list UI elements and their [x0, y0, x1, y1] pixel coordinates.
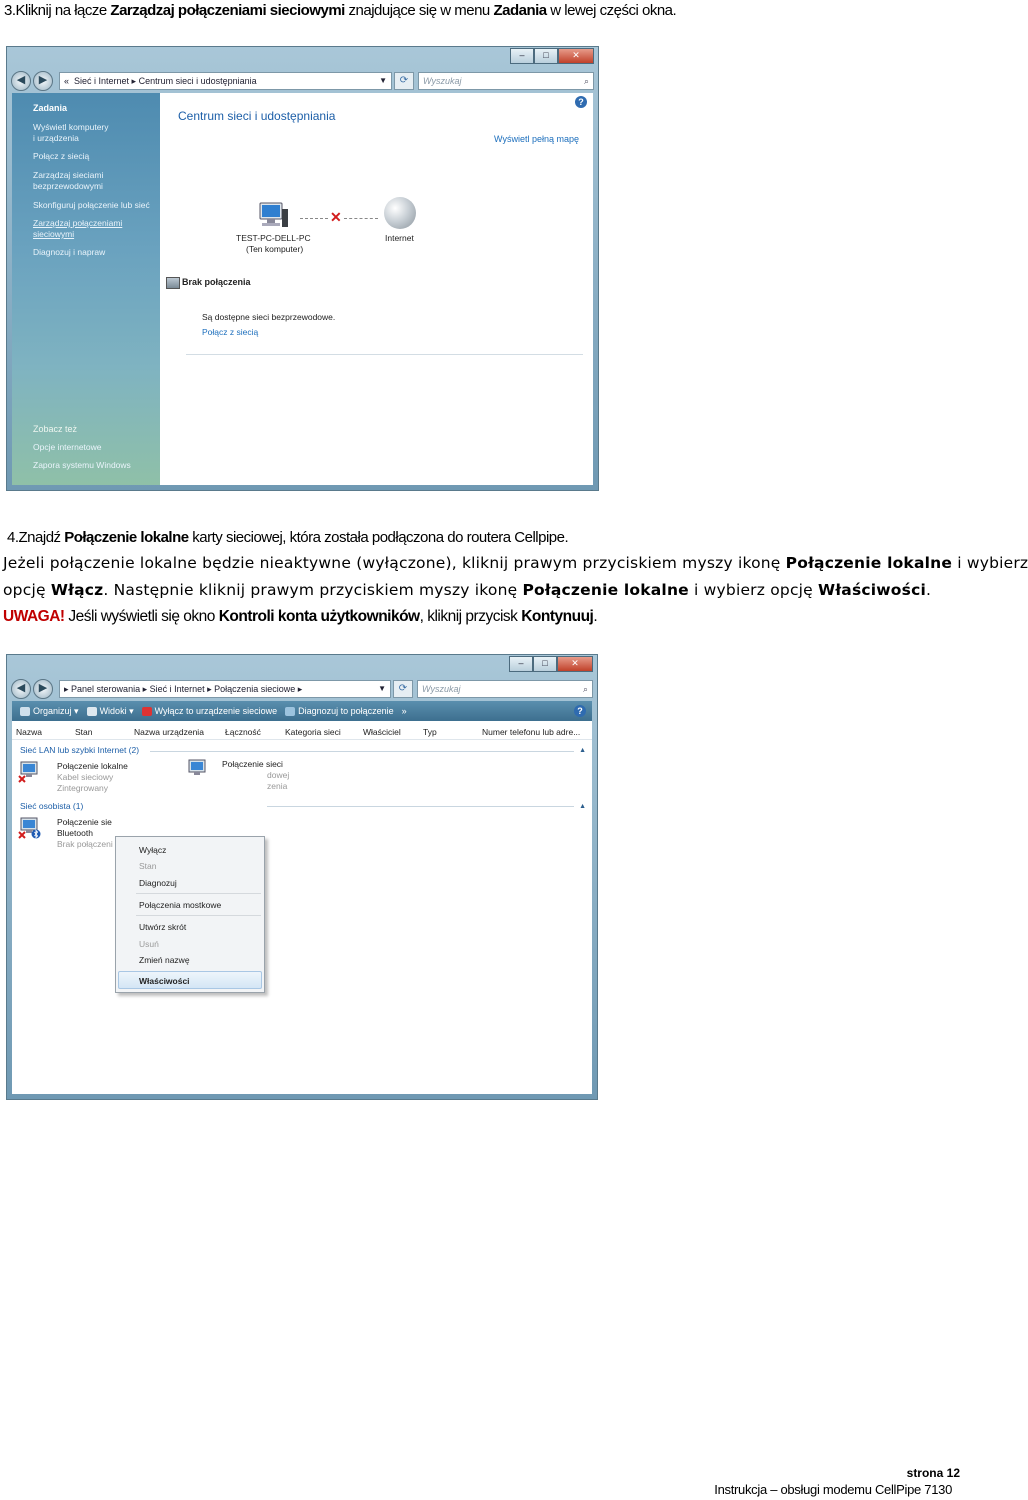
connect-to-network-link[interactable]: Połącz z siecią — [202, 327, 259, 337]
maximize-button[interactable]: □ — [534, 48, 558, 64]
back-icon[interactable]: ◀ — [11, 71, 31, 91]
item-wireless-connection[interactable]: Połączenie sieci dowej zenia — [222, 759, 290, 791]
address-field[interactable]: « Sieć i Internet ▸ Centrum sieci i udostępniania ▼ — [59, 72, 392, 90]
sidebar-link-connect[interactable]: Połącz z siecią — [33, 151, 90, 161]
menu-item-rename[interactable]: Zmień nazwę — [139, 955, 190, 965]
internet-globe-icon — [384, 197, 416, 229]
refresh-icon[interactable]: ⟳ — [394, 72, 414, 90]
disable-icon — [142, 707, 152, 716]
internet-label: Internet — [385, 233, 414, 243]
sidebar-link-firewall[interactable]: Zapora systemu Windows — [33, 460, 131, 470]
col-name[interactable]: Nazwa — [16, 727, 42, 737]
search-icon[interactable]: ⌕ — [582, 684, 588, 694]
minimize-button[interactable]: – — [509, 656, 533, 672]
pc-name-label: TEST-PC-DELL-PC — [236, 233, 311, 243]
menu-separator — [136, 893, 261, 894]
connection-line-2 — [344, 218, 378, 220]
connections-list — [12, 721, 592, 1094]
network-adapter-icon[interactable] — [18, 761, 42, 783]
sidebar-link-view-computers[interactable]: Wyświetl komputery — [33, 122, 109, 132]
refresh-icon[interactable]: ⟳ — [393, 680, 413, 698]
step4-warning: UWAGA! Jeśli wyświetli się okno Kontroli konta użytkowników, kliknij przycisk Kontynuuj. — [3, 608, 598, 625]
disable-device-button[interactable]: Wyłącz to urządzenie sieciowe — [142, 706, 277, 716]
sidebar-link-view-computers-2[interactable]: i urządzenia — [33, 133, 79, 143]
group-personal[interactable]: Sieć osobista (1) — [20, 801, 84, 811]
address-bar — [11, 71, 594, 91]
menu-item-delete[interactable]: Usuń — [139, 939, 159, 949]
chevron-down-icon[interactable]: ▼ — [379, 76, 387, 85]
menu-item-shortcut[interactable]: Utwórz skrót — [139, 922, 187, 932]
address-bar — [11, 679, 593, 699]
sidebar-link-manage-wireless-2[interactable]: bezprzewodowymi — [33, 181, 103, 191]
collapse-icon-2[interactable]: ▲ — [579, 803, 586, 810]
forward-icon[interactable]: ▶ — [33, 71, 53, 91]
bluetooth-adapter-icon[interactable] — [18, 817, 42, 839]
connection-line — [300, 218, 328, 220]
back-icon[interactable]: ◀ — [11, 679, 31, 699]
network-center-window — [6, 46, 599, 491]
diagnose-button[interactable]: Diagnozuj to połączenie — [285, 706, 394, 716]
command-bar — [12, 701, 592, 721]
sidebar-link-internet-options[interactable]: Opcje internetowe — [33, 442, 102, 452]
sidebar-link-diagnose[interactable]: Diagnozuj i napraw — [33, 247, 106, 257]
search-icon[interactable]: ⌕ — [583, 76, 589, 86]
group-divider — [150, 751, 574, 752]
sidebar-link-setup-connection[interactable]: Skonfiguruj połączenie lub sieć — [33, 200, 150, 210]
item-local-connection[interactable]: Połączenie lokalne Kabel sieciowy Zintegrowany — [57, 761, 128, 793]
menu-separator-2 — [136, 915, 261, 916]
address-field[interactable]: ▸ Panel sterowania ▸ Sieć i Internet ▸ Połączenia sieciowe ▸ ▼ — [59, 680, 391, 698]
more-commands-button[interactable]: » — [401, 706, 407, 716]
sidebar-link-manage-connections[interactable]: Zarządzaj połączeniami — [33, 218, 123, 228]
maximize-button[interactable]: □ — [533, 656, 557, 672]
document-title: Instrukcja – obsługi modemu CellPipe 7130 — [714, 1482, 952, 1497]
close-button[interactable]: ✕ — [557, 656, 593, 672]
menu-item-bridge[interactable]: Połączenia mostkowe — [139, 900, 222, 910]
col-phone[interactable]: Numer telefonu lub adre... — [482, 727, 581, 737]
disconnected-icon: ✕ — [330, 209, 342, 225]
page-title: Centrum sieci i udostępniania — [178, 109, 336, 123]
close-button[interactable]: ✕ — [558, 48, 594, 64]
page-number: strona 12 — [906, 1466, 960, 1480]
group-lan[interactable]: Sieć LAN lub szybki Internet (2) — [20, 745, 140, 755]
menu-item-diagnose[interactable]: Diagnozuj — [139, 878, 177, 888]
no-connection-heading: Brak połączenia — [182, 277, 251, 287]
see-also-heading: Zobacz też — [33, 424, 78, 434]
sidebar-link-manage-connections-2[interactable]: sieciowymi — [33, 229, 75, 239]
network-icon — [166, 277, 180, 289]
help-icon: ? — [574, 705, 586, 717]
computer-icon — [252, 201, 290, 231]
menu-item-status[interactable]: Stan — [139, 861, 157, 871]
column-headers — [12, 725, 592, 740]
wireless-available-text: Są dostępne sieci bezprzewodowe. — [202, 312, 336, 322]
collapse-icon[interactable]: ▲ — [579, 747, 586, 754]
forward-icon[interactable]: ▶ — [33, 679, 53, 699]
sidebar-link-manage-wireless[interactable]: Zarządzaj sieciami — [33, 170, 104, 180]
step4-line3: opcję Włącz. Następnie kliknij prawym przyciskiem myszy ikonę Połączenie lokalne i wybierz opcję Właściwości. — [3, 581, 932, 599]
diagnose-icon — [285, 707, 295, 716]
network-connections-window — [6, 654, 598, 1100]
search-input[interactable]: Wyszukaj ⌕ — [418, 72, 594, 90]
help-button[interactable] — [574, 705, 586, 717]
item-bluetooth-connection[interactable]: Połączenie sie Bluetooth Brak połączeni — [57, 817, 113, 849]
tasks-sidebar — [12, 93, 160, 485]
context-menu — [115, 836, 265, 993]
group-divider-2 — [267, 806, 574, 807]
col-connectivity[interactable]: Łączność — [225, 727, 261, 737]
step4-line1: 4.Znajdź Połączenie lokalne karty sieciowej, która została podłączona do routera Cellpipe. — [7, 529, 569, 546]
col-status[interactable]: Stan — [75, 727, 93, 737]
tasks-heading: Zadania — [33, 103, 68, 113]
step3-instruction: 3.Kliknij na łącze Zarządzaj połączeniami sieciowymi znajdujące się w menu Zadania w lewej części okna. — [4, 2, 677, 19]
col-owner[interactable]: Właściciel — [363, 727, 401, 737]
col-device-name[interactable]: Nazwa urządzenia — [134, 727, 204, 737]
minimize-button[interactable]: – — [510, 48, 534, 64]
search-input[interactable]: Wyszukaj ⌕ — [417, 680, 593, 698]
step4-line2: Jeżeli połączenie lokalne będzie nieaktywne (wyłączone), kliknij prawym przyciskiem myszy ikonę Połączenie lokalne i wybierz — [3, 554, 1028, 572]
menu-item-properties[interactable]: Właściwości — [139, 976, 190, 986]
title-bar — [7, 655, 597, 681]
pc-sub-label: (Ten komputer) — [246, 244, 304, 254]
col-type[interactable]: Typ — [423, 727, 437, 737]
views-icon — [87, 707, 97, 716]
view-full-map-link[interactable]: Wyświetl pełną mapę — [494, 134, 579, 144]
views-button[interactable]: Widoki ▾ — [87, 706, 134, 717]
divider — [186, 354, 583, 355]
col-network-category[interactable]: Kategoria sieci — [285, 727, 341, 737]
network-center-main — [160, 93, 593, 485]
title-bar — [7, 47, 598, 73]
chevron-down-icon[interactable]: ▼ — [378, 684, 386, 693]
organize-icon — [20, 707, 30, 716]
organize-button[interactable]: Organizuj ▾ — [20, 706, 79, 717]
menu-item-disable[interactable]: Wyłącz — [139, 845, 167, 855]
help-icon[interactable]: ? — [575, 96, 587, 108]
wireless-adapter-icon[interactable] — [186, 759, 210, 781]
